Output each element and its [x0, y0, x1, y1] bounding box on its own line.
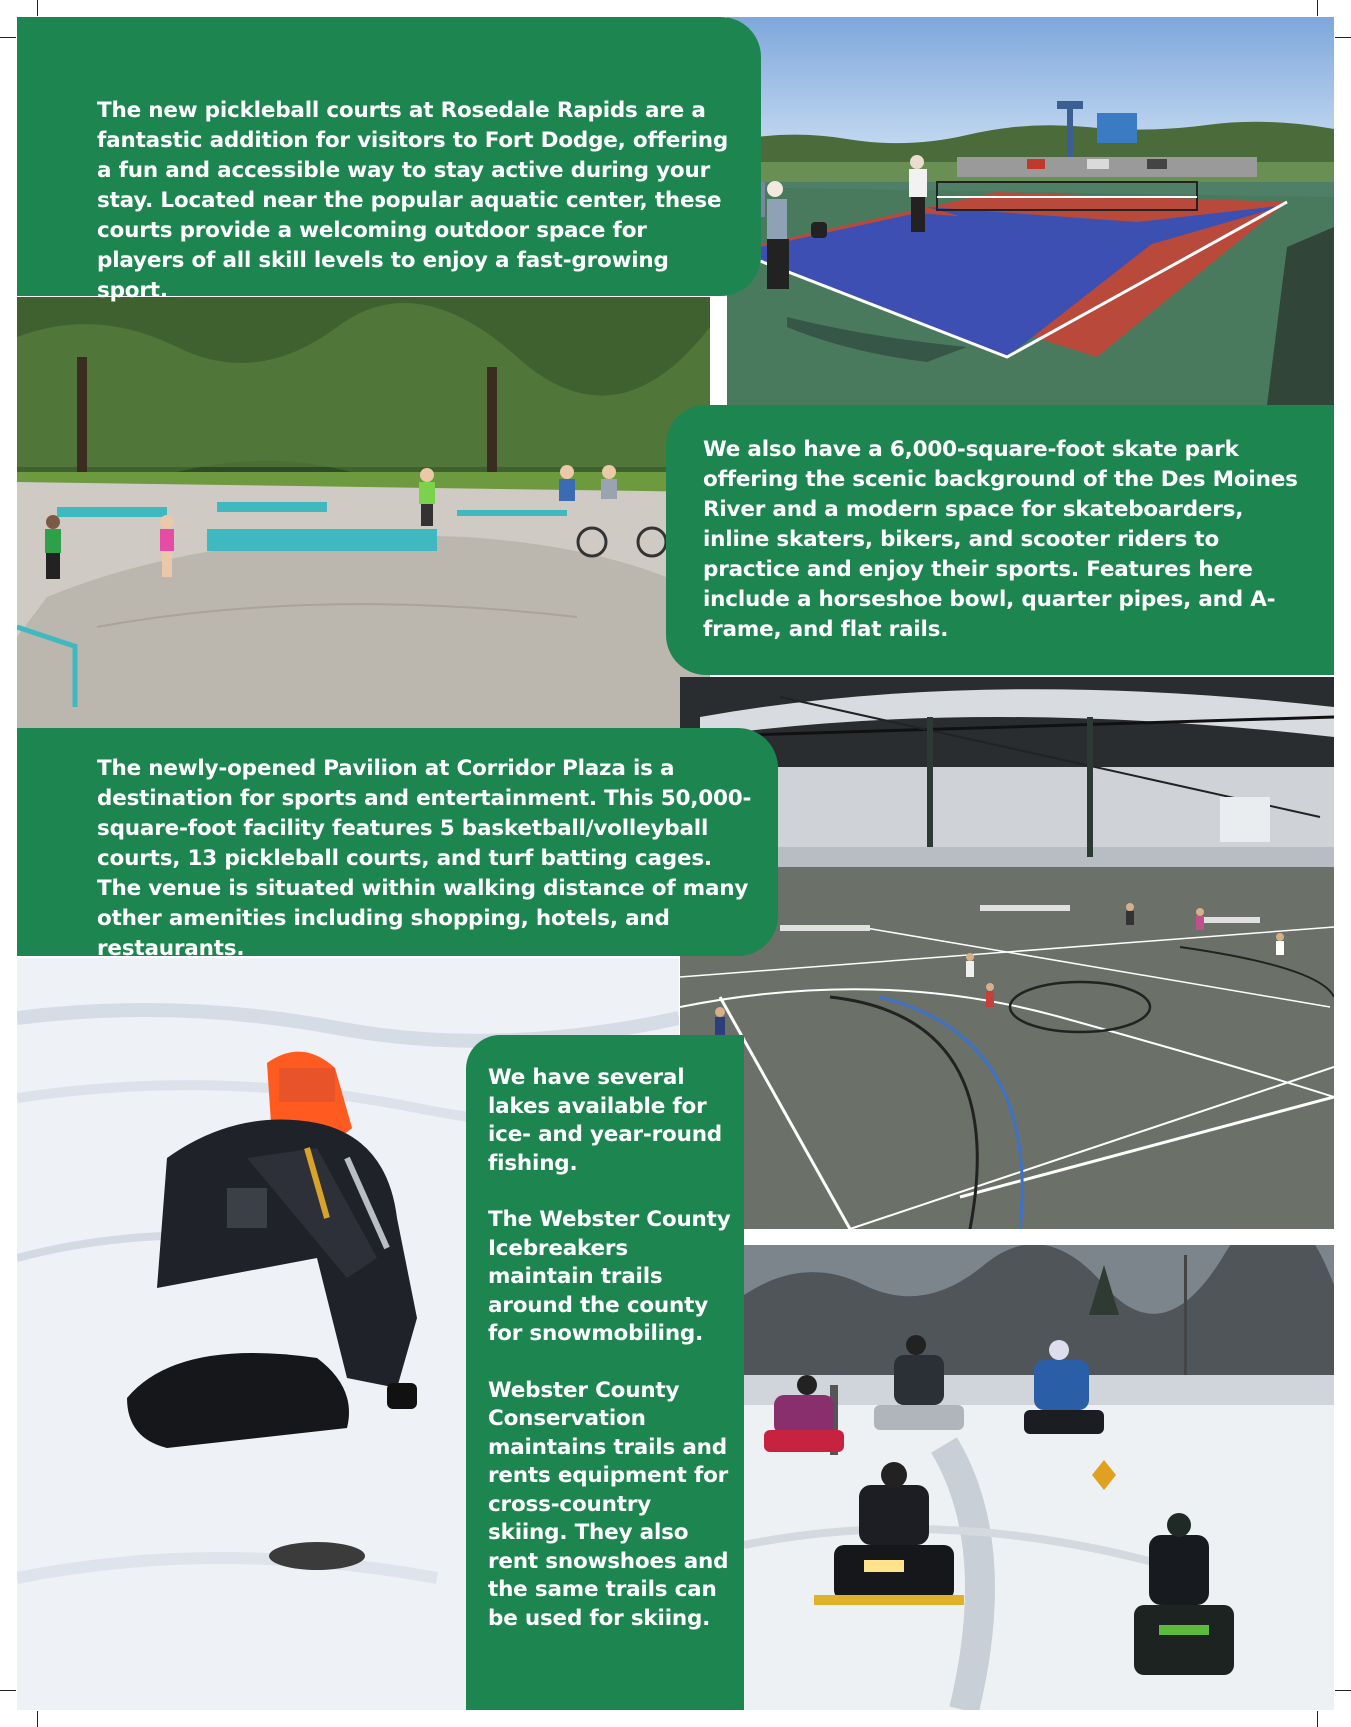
fishing-description: We have several lakes available for ice- and year-round fishing. [488, 1065, 723, 1176]
skiing-description: Webster County Conservation maintains trails and rents equipment for cross-country skiing. They also rent snowshoes and the same trails can be used for skiing. [488, 1377, 729, 1631]
pavilion-interior-photo [680, 677, 1334, 1229]
skate-park-description: We also have a 6,000-square-foot skate park offering the scenic background of the Des Moines River and a modern space for skateboarders, inline skaters, bikers, and scooter riders to practice and enjoy their sports. Features here include a horseshoe bowl, quarter pipes, and A-frame, and flat rails. [703, 437, 1298, 642]
skate-park-panel [666, 405, 1334, 675]
crop-mark [37, 1711, 38, 1727]
crop-mark [1335, 37, 1351, 38]
crop-mark [37, 0, 38, 16]
crop-mark [1317, 1711, 1318, 1727]
snowmobiling-photo [744, 1245, 1334, 1710]
pickleball-description: The new pickleball courts at Rosedale Rapids are a fantastic addition for visitors to Fort Dodge, offering a fun and accessible way to stay active during your stay. Located near the popular aquatic center, these courts provide a welcoming outdoor space for players of all skill levels to enjoy a fast-growing sport. [97, 98, 729, 303]
pavilion-panel [17, 728, 778, 961]
pickleball-panel [17, 17, 761, 303]
pavilion-description: The newly-opened Pavilion at Corridor Plaza is a destination for sports and entertainment. This 50,000-square-foot facility features 5 basketball/volleyball courts, 13 pickleball courts, and turf batting cages. The venue is situated within walking distance of many other amenities including shopping, hotels, and restaurants. [97, 756, 752, 961]
pickleball-courts-photo [727, 17, 1334, 405]
crop-mark [0, 1690, 16, 1691]
crop-mark [1317, 0, 1318, 16]
snowmobiling-description: The Webster County Icebreakers maintain trails around the county for snowmobiling. [488, 1207, 731, 1346]
outdoor-recreation-panel [466, 1035, 744, 1710]
crop-mark [0, 37, 16, 38]
skate-park-photo [17, 297, 710, 728]
crop-mark [1335, 1690, 1351, 1691]
